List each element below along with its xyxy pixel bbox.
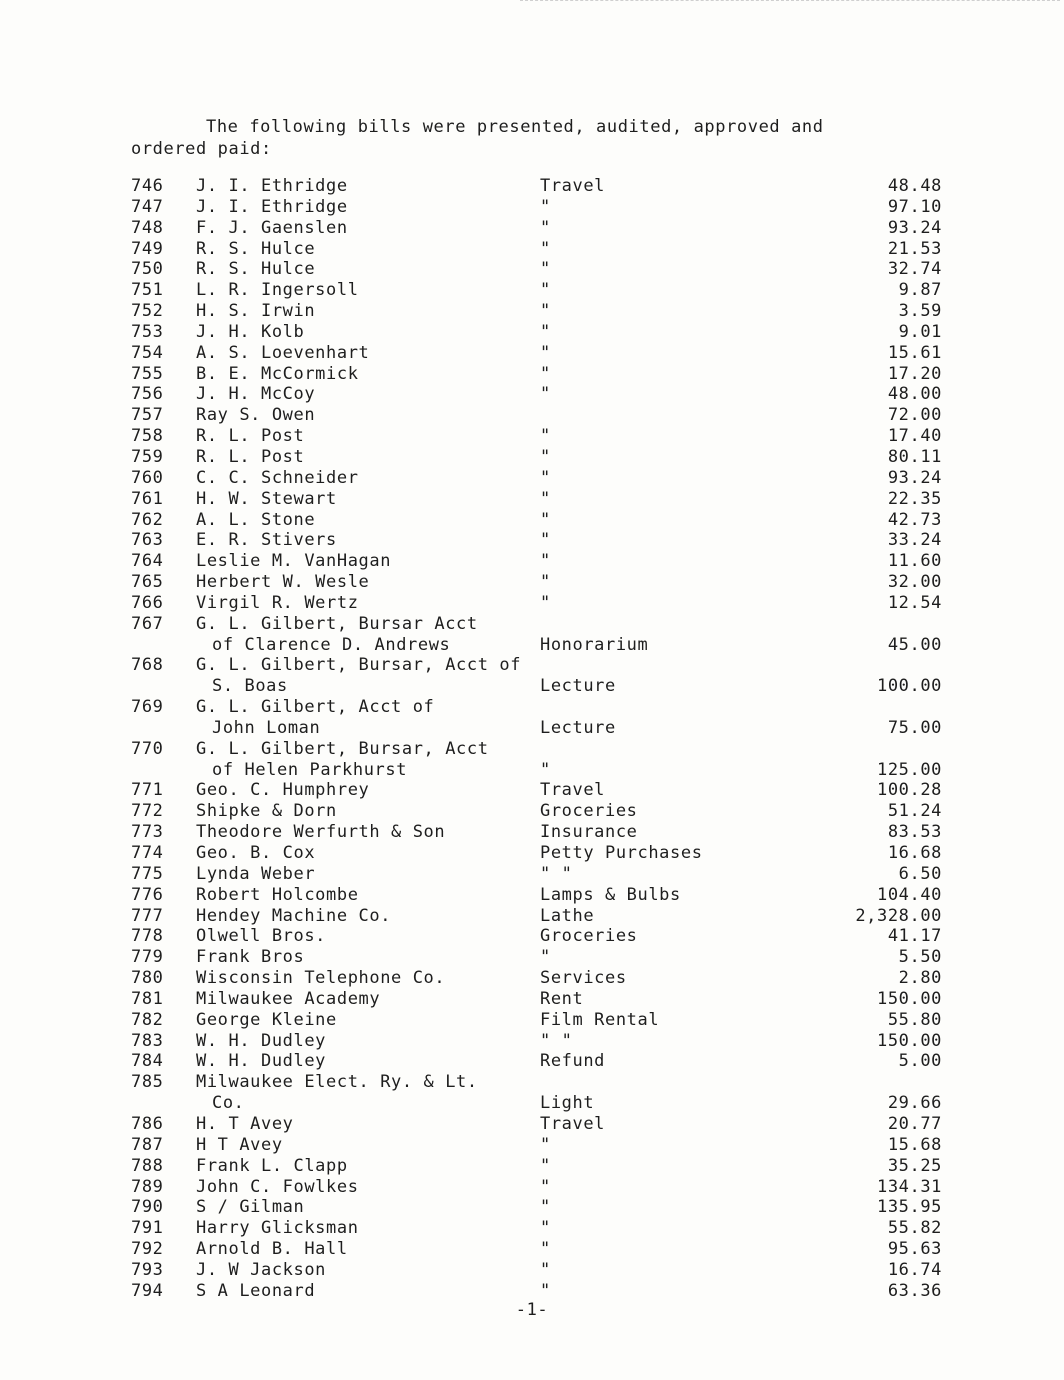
payee-name: Theodore Werfurth & Son bbox=[196, 822, 446, 843]
bill-number: 763 bbox=[131, 530, 164, 551]
bill-number: 782 bbox=[131, 1009, 164, 1030]
bill-amount: 2.80 bbox=[898, 968, 942, 989]
payee-name: A. S. Loevenhart bbox=[196, 342, 370, 363]
payee-name: G. L. Gilbert, Bursar, Acct of bbox=[196, 655, 522, 676]
bill-purpose: " bbox=[540, 1155, 551, 1176]
bill-row bbox=[0, 1010, 1064, 1031]
bill-amount: 45.00 bbox=[887, 634, 942, 655]
bill-number: 785 bbox=[131, 1072, 164, 1093]
bill-row bbox=[0, 301, 1064, 322]
payee-name: W. H. Dudley bbox=[196, 1030, 327, 1051]
bill-purpose: " bbox=[540, 1280, 551, 1301]
bill-purpose: Petty Purchases bbox=[540, 843, 703, 863]
payee-name: J. H. Kolb bbox=[196, 321, 305, 342]
bill-purpose: " bbox=[540, 321, 551, 342]
bill-amount: 12.54 bbox=[887, 592, 942, 613]
bill-row bbox=[0, 489, 1064, 510]
bill-number: 769 bbox=[131, 697, 164, 718]
bill-row bbox=[0, 718, 1064, 739]
bill-amount: 150.00 bbox=[876, 1030, 942, 1051]
bill-row bbox=[0, 906, 1064, 927]
bill-amount: 16.74 bbox=[887, 1259, 942, 1280]
bill-amount: 35.25 bbox=[887, 1155, 942, 1176]
bill-row bbox=[0, 676, 1064, 697]
bill-number: 779 bbox=[131, 947, 164, 968]
payee-name: S A Leonard bbox=[196, 1280, 316, 1301]
bill-row bbox=[0, 1260, 1064, 1281]
bill-amount: 95.63 bbox=[887, 1239, 942, 1260]
bill-purpose: " bbox=[540, 551, 551, 572]
payee-name: of Clarence D. Andrews bbox=[212, 634, 451, 655]
bill-row bbox=[0, 572, 1064, 593]
bill-number: 791 bbox=[131, 1218, 164, 1239]
payee-name: B. E. McCormick bbox=[196, 363, 359, 384]
bill-row bbox=[0, 259, 1064, 280]
bill-amount: 93.24 bbox=[887, 467, 942, 488]
bill-purpose: " " bbox=[540, 1030, 573, 1051]
bill-amount: 21.53 bbox=[887, 238, 942, 259]
bill-purpose: " bbox=[540, 196, 551, 217]
payee-name: John Loman bbox=[212, 717, 321, 738]
bill-number: 789 bbox=[131, 1176, 164, 1197]
bill-row bbox=[0, 239, 1064, 260]
bill-number: 747 bbox=[131, 196, 164, 217]
bill-row bbox=[0, 468, 1064, 489]
bill-row bbox=[0, 780, 1064, 801]
bill-purpose: " bbox=[540, 342, 551, 363]
payee-name: H. S. Irwin bbox=[196, 301, 316, 322]
bill-amount: 11.60 bbox=[887, 551, 942, 572]
bill-amount: 33.24 bbox=[887, 530, 942, 551]
bill-purpose: Groceries bbox=[540, 926, 638, 947]
bill-number: 761 bbox=[131, 488, 164, 509]
bill-number: 787 bbox=[131, 1134, 164, 1155]
bill-amount: 55.82 bbox=[887, 1218, 942, 1239]
bill-purpose: Rent bbox=[540, 988, 584, 1009]
bill-number: 760 bbox=[131, 467, 164, 488]
payee-name: H. W. Stewart bbox=[196, 488, 337, 509]
bill-row bbox=[0, 697, 1064, 718]
bill-purpose: " bbox=[540, 592, 551, 613]
bill-amount: 9.01 bbox=[898, 321, 942, 342]
bill-amount: 29.66 bbox=[887, 1093, 942, 1114]
bill-purpose: Light bbox=[540, 1093, 595, 1114]
payee-name: Co. bbox=[212, 1093, 245, 1114]
bill-row bbox=[0, 405, 1064, 426]
payee-name: H T Avey bbox=[196, 1134, 283, 1155]
bill-number: 771 bbox=[131, 780, 164, 801]
bill-amount: 5.50 bbox=[898, 947, 942, 968]
bill-row bbox=[0, 176, 1064, 197]
bill-number: 778 bbox=[131, 926, 164, 947]
bill-amount: 100.00 bbox=[876, 676, 942, 697]
bill-amount: 134.31 bbox=[876, 1176, 942, 1197]
bill-row bbox=[0, 739, 1064, 760]
payee-name: Frank Bros bbox=[196, 947, 305, 968]
bill-amount: 6.50 bbox=[898, 863, 942, 884]
bill-number: 758 bbox=[131, 426, 164, 447]
bill-row bbox=[0, 1177, 1064, 1198]
bill-row bbox=[0, 447, 1064, 468]
bill-row bbox=[0, 801, 1064, 822]
bill-purpose: " bbox=[540, 467, 551, 488]
payee-name: Harry Glicksman bbox=[196, 1218, 359, 1239]
bill-number: 770 bbox=[131, 738, 164, 759]
bill-purpose: Services bbox=[540, 968, 627, 989]
bill-purpose: " bbox=[540, 301, 551, 322]
payee-name: G. L. Gilbert, Bursar Acct bbox=[196, 613, 478, 634]
bills-list bbox=[0, 176, 1064, 1302]
bill-purpose: " bbox=[540, 280, 551, 301]
bill-purpose: " bbox=[540, 488, 551, 509]
bill-purpose: Groceries bbox=[540, 801, 638, 822]
bill-purpose: Lamps & Bulbs bbox=[540, 884, 681, 905]
bill-number: 753 bbox=[131, 321, 164, 342]
bill-number: 762 bbox=[131, 509, 164, 530]
bill-amount: 51.24 bbox=[887, 801, 942, 822]
payee-name: Wisconsin Telephone Co. bbox=[196, 968, 446, 989]
bill-number: 756 bbox=[131, 384, 164, 405]
bill-purpose: " bbox=[540, 363, 551, 384]
bill-amount: 20.77 bbox=[887, 1113, 942, 1134]
bill-purpose: " bbox=[540, 947, 551, 968]
payee-name: W. H. Dudley bbox=[196, 1051, 327, 1072]
bill-number: 751 bbox=[131, 280, 164, 301]
bill-row bbox=[0, 322, 1064, 343]
payee-name: R. L. Post bbox=[196, 426, 305, 447]
payee-name: J. W Jackson bbox=[196, 1259, 327, 1280]
bill-purpose: Lecture bbox=[540, 717, 616, 738]
bill-row bbox=[0, 760, 1064, 781]
bill-number: 772 bbox=[131, 801, 164, 822]
bill-purpose: Travel bbox=[540, 176, 606, 196]
bill-number: 788 bbox=[131, 1155, 164, 1176]
bill-amount: 9.87 bbox=[898, 280, 942, 301]
bill-row bbox=[0, 1051, 1064, 1072]
bill-purpose: " bbox=[540, 530, 551, 551]
bill-row bbox=[0, 218, 1064, 239]
bill-number: 780 bbox=[131, 968, 164, 989]
bill-number: 775 bbox=[131, 863, 164, 884]
intro-line-2: ordered paid: bbox=[131, 139, 272, 159]
payee-name: J. I. Ethridge bbox=[196, 196, 348, 217]
bill-purpose: Insurance bbox=[540, 822, 638, 843]
bill-purpose: Lathe bbox=[540, 905, 595, 926]
bill-purpose: Honorarium bbox=[540, 634, 649, 655]
bill-row bbox=[0, 926, 1064, 947]
payee-name: R. L. Post bbox=[196, 446, 305, 467]
bill-amount: 41.17 bbox=[887, 926, 942, 947]
payee-name: John C. Fowlkes bbox=[196, 1176, 359, 1197]
payee-name: Frank L. Clapp bbox=[196, 1155, 348, 1176]
bill-amount: 17.20 bbox=[887, 363, 942, 384]
payee-name: R. S. Hulce bbox=[196, 259, 316, 280]
bill-amount: 2,328.00 bbox=[855, 905, 942, 926]
payee-name: Geo. C. Humphrey bbox=[196, 780, 370, 801]
bill-amount: 15.61 bbox=[887, 342, 942, 363]
bill-row bbox=[0, 510, 1064, 531]
bill-number: 793 bbox=[131, 1259, 164, 1280]
bill-purpose: " bbox=[540, 1134, 551, 1155]
bill-row bbox=[0, 1135, 1064, 1156]
bill-row bbox=[0, 1093, 1064, 1114]
payee-name: Robert Holcombe bbox=[196, 884, 359, 905]
top-edge-marks bbox=[520, 0, 1060, 5]
bill-number: 774 bbox=[131, 843, 164, 863]
bill-number: 790 bbox=[131, 1197, 164, 1218]
bill-purpose: " bbox=[540, 217, 551, 238]
bill-row bbox=[0, 1072, 1064, 1093]
bill-row bbox=[0, 1114, 1064, 1135]
bill-row bbox=[0, 343, 1064, 364]
bill-number: 783 bbox=[131, 1030, 164, 1051]
payee-name: Arnold B. Hall bbox=[196, 1239, 348, 1260]
bill-row bbox=[0, 1239, 1064, 1260]
bill-purpose: " bbox=[540, 1239, 551, 1260]
payee-name: Hendey Machine Co. bbox=[196, 905, 392, 926]
bill-number: 766 bbox=[131, 592, 164, 613]
bill-purpose: " bbox=[540, 1259, 551, 1280]
bill-amount: 48.48 bbox=[887, 176, 942, 196]
bill-number: 777 bbox=[131, 905, 164, 926]
bill-number: 794 bbox=[131, 1280, 164, 1301]
payee-name: J. H. McCoy bbox=[196, 384, 316, 405]
bill-amount: 97.10 bbox=[887, 196, 942, 217]
bill-number: 784 bbox=[131, 1051, 164, 1072]
bill-number: 752 bbox=[131, 301, 164, 322]
bill-number: 746 bbox=[131, 176, 164, 196]
bill-row bbox=[0, 822, 1064, 843]
bill-purpose: " bbox=[540, 259, 551, 280]
payee-name: S / Gilman bbox=[196, 1197, 305, 1218]
bill-purpose: " bbox=[540, 509, 551, 530]
bill-number: 765 bbox=[131, 572, 164, 593]
payee-name: Lynda Weber bbox=[196, 863, 316, 884]
bill-row bbox=[0, 1156, 1064, 1177]
payee-name: F. J. Gaenslen bbox=[196, 217, 348, 238]
bill-row bbox=[0, 989, 1064, 1010]
bill-number: 773 bbox=[131, 822, 164, 843]
bill-row bbox=[0, 1031, 1064, 1052]
payee-name: G. L. Gilbert, Acct of bbox=[196, 697, 435, 718]
bill-amount: 16.68 bbox=[887, 843, 942, 863]
page-number: -1- bbox=[515, 1300, 549, 1320]
bill-row bbox=[0, 843, 1064, 864]
bill-row bbox=[0, 655, 1064, 676]
payee-name: Geo. B. Cox bbox=[196, 843, 316, 863]
bill-row bbox=[0, 1218, 1064, 1239]
bill-amount: 32.74 bbox=[887, 259, 942, 280]
bill-number: 792 bbox=[131, 1239, 164, 1260]
bill-purpose: " bbox=[540, 384, 551, 405]
bill-row bbox=[0, 530, 1064, 551]
bill-number: 768 bbox=[131, 655, 164, 676]
bill-amount: 32.00 bbox=[887, 572, 942, 593]
bill-purpose: Lecture bbox=[540, 676, 616, 697]
bill-number: 755 bbox=[131, 363, 164, 384]
bill-row bbox=[0, 384, 1064, 405]
bill-purpose: " bbox=[540, 1176, 551, 1197]
bill-number: 750 bbox=[131, 259, 164, 280]
bill-purpose: " bbox=[540, 426, 551, 447]
payee-name: J. I. Ethridge bbox=[196, 176, 348, 196]
bill-purpose: Travel bbox=[540, 780, 606, 801]
bill-row bbox=[0, 968, 1064, 989]
bill-row bbox=[0, 864, 1064, 885]
bill-purpose: " bbox=[540, 572, 551, 593]
bill-amount: 72.00 bbox=[887, 405, 942, 426]
bill-purpose: Travel bbox=[540, 1113, 606, 1134]
bill-amount: 104.40 bbox=[876, 884, 942, 905]
payee-name: Leslie M. VanHagan bbox=[196, 551, 392, 572]
payee-name: Virgil R. Wertz bbox=[196, 592, 359, 613]
bill-row bbox=[0, 364, 1064, 385]
payee-name: of Helen Parkhurst bbox=[212, 759, 408, 780]
bill-amount: 83.53 bbox=[887, 822, 942, 843]
bill-number: 767 bbox=[131, 613, 164, 634]
bill-amount: 5.00 bbox=[898, 1051, 942, 1072]
bill-amount: 63.36 bbox=[887, 1280, 942, 1301]
bill-row bbox=[0, 426, 1064, 447]
bill-row bbox=[0, 885, 1064, 906]
payee-name: Milwaukee Elect. Ry. & Lt. bbox=[196, 1072, 478, 1093]
bill-amount: 48.00 bbox=[887, 384, 942, 405]
bill-amount: 17.40 bbox=[887, 426, 942, 447]
bill-number: 786 bbox=[131, 1113, 164, 1134]
payee-name: S. Boas bbox=[212, 676, 288, 697]
bill-purpose: " bbox=[540, 238, 551, 259]
payee-name: George Kleine bbox=[196, 1009, 337, 1030]
bill-row bbox=[0, 280, 1064, 301]
bill-row bbox=[0, 593, 1064, 614]
bill-amount: 15.68 bbox=[887, 1134, 942, 1155]
payee-name: Ray S. Owen bbox=[196, 405, 316, 426]
payee-name: H. T Avey bbox=[196, 1113, 294, 1134]
bill-row bbox=[0, 197, 1064, 218]
bill-number: 759 bbox=[131, 446, 164, 467]
bill-purpose: " bbox=[540, 446, 551, 467]
payee-name: L. R. Ingersoll bbox=[196, 280, 359, 301]
bill-row bbox=[0, 947, 1064, 968]
bill-number: 781 bbox=[131, 988, 164, 1009]
bill-amount: 75.00 bbox=[887, 717, 942, 738]
payee-name: C. C. Schneider bbox=[196, 467, 359, 488]
bill-amount: 100.28 bbox=[876, 780, 942, 801]
bill-purpose: " bbox=[540, 1218, 551, 1239]
bill-amount: 150.00 bbox=[876, 988, 942, 1009]
bill-amount: 22.35 bbox=[887, 488, 942, 509]
bill-number: 748 bbox=[131, 217, 164, 238]
bill-number: 757 bbox=[131, 405, 164, 426]
bill-amount: 3.59 bbox=[898, 301, 942, 322]
bill-purpose: " bbox=[540, 1197, 551, 1218]
bill-row bbox=[0, 614, 1064, 635]
payee-name: E. R. Stivers bbox=[196, 530, 337, 551]
bill-row bbox=[0, 1197, 1064, 1218]
bill-row bbox=[0, 1281, 1064, 1302]
bill-amount: 42.73 bbox=[887, 509, 942, 530]
bill-purpose: Refund bbox=[540, 1051, 606, 1072]
payee-name: R. S. Hulce bbox=[196, 238, 316, 259]
bill-number: 776 bbox=[131, 884, 164, 905]
bill-row bbox=[0, 635, 1064, 656]
payee-name: G. L. Gilbert, Bursar, Acct bbox=[196, 738, 489, 759]
bill-purpose: " bbox=[540, 759, 551, 780]
payee-name: Olwell Bros. bbox=[196, 926, 327, 947]
bill-purpose: " " bbox=[540, 863, 573, 884]
bill-purpose: Film Rental bbox=[540, 1009, 660, 1030]
bill-amount: 135.95 bbox=[876, 1197, 942, 1218]
payee-name: Milwaukee Academy bbox=[196, 988, 381, 1009]
bill-number: 764 bbox=[131, 551, 164, 572]
bill-amount: 125.00 bbox=[876, 759, 942, 780]
bill-amount: 80.11 bbox=[887, 446, 942, 467]
bill-number: 754 bbox=[131, 342, 164, 363]
bill-amount: 55.80 bbox=[887, 1009, 942, 1030]
payee-name: Herbert W. Wesle bbox=[196, 572, 370, 593]
intro-paragraph bbox=[131, 116, 931, 160]
bill-number: 749 bbox=[131, 238, 164, 259]
bill-row bbox=[0, 551, 1064, 572]
bill-amount: 93.24 bbox=[887, 217, 942, 238]
payee-name: Shipke & Dorn bbox=[196, 801, 337, 822]
intro-line-1: The following bills were presented, audited, approved and bbox=[206, 117, 824, 137]
payee-name: A. L. Stone bbox=[196, 509, 316, 530]
